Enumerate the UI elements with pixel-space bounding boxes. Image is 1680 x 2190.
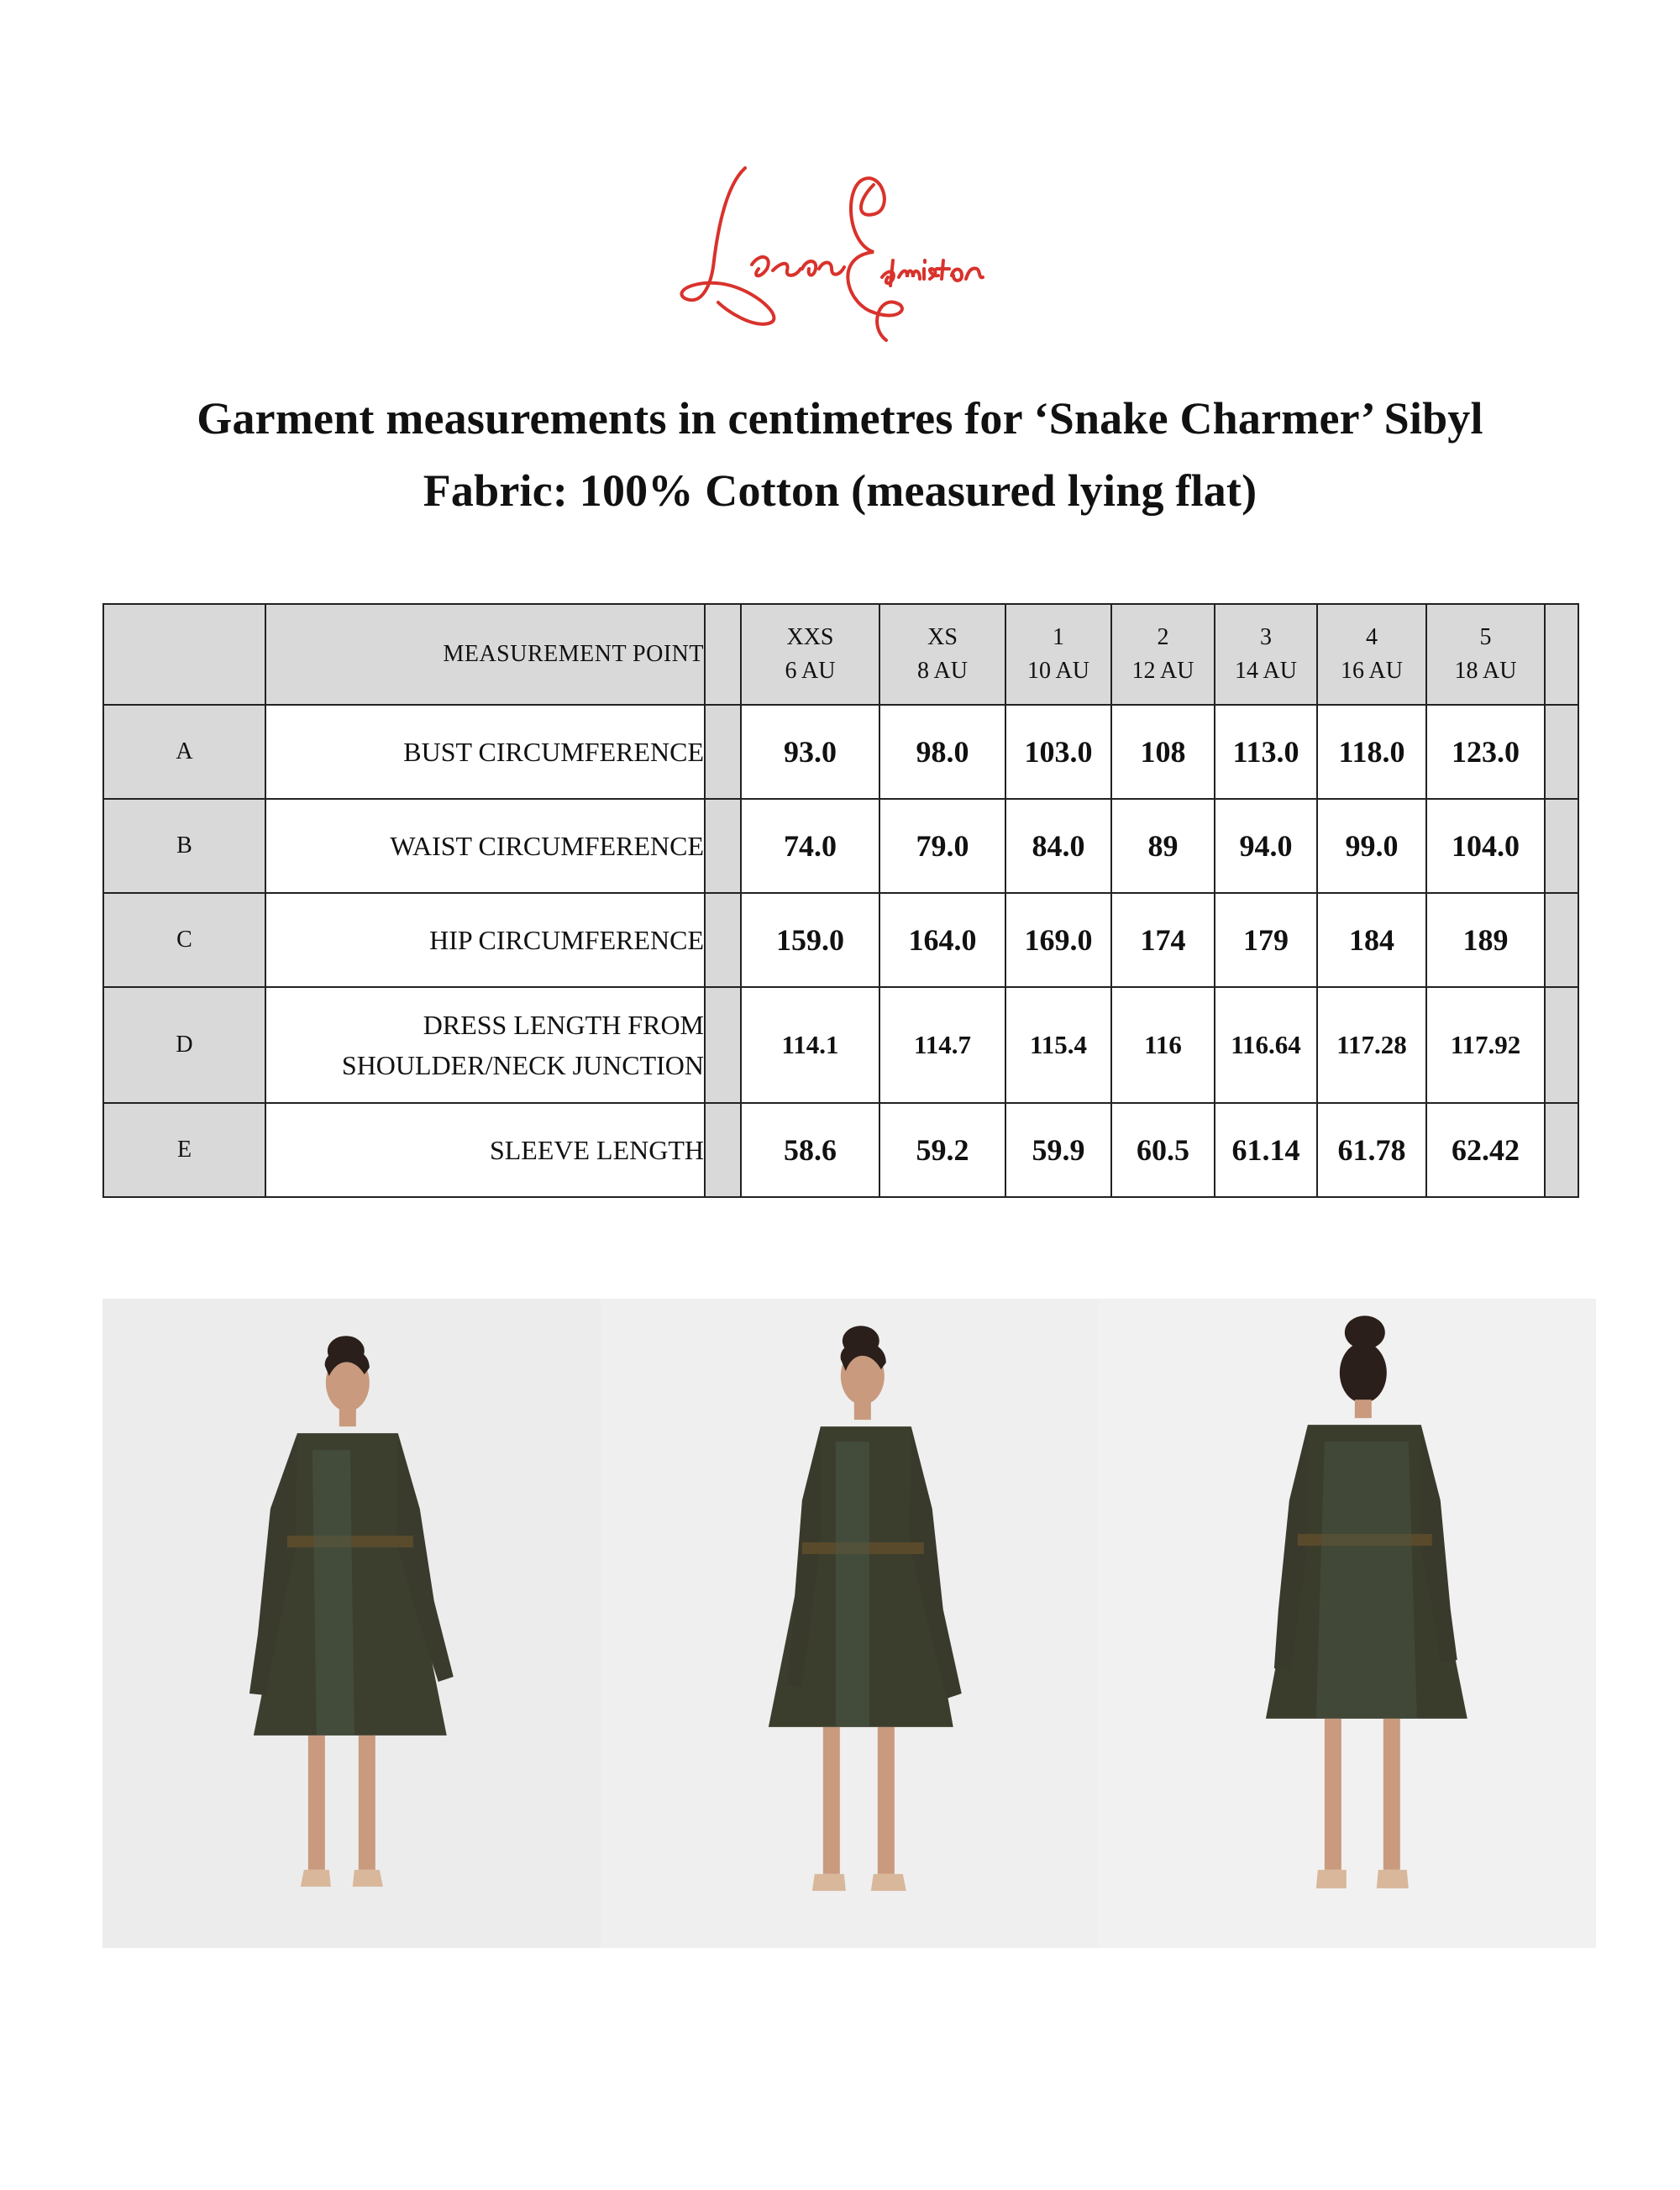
measurement-value: 58.6: [741, 1103, 879, 1197]
measurement-value: 164.0: [879, 893, 1005, 987]
size-label: XXS: [786, 624, 834, 650]
measurement-point-line: DRESS LENGTH FROM: [423, 1010, 704, 1040]
spacer-cell: [1545, 799, 1578, 893]
model-three-quarter-photo: [601, 1299, 1099, 1948]
size-au-label: 18 AU: [1454, 658, 1517, 684]
size-label: XS: [927, 624, 958, 650]
measurement-point-line: SHOULDER/NECK JUNCTION: [341, 1050, 704, 1080]
size-au-label: 12 AU: [1131, 658, 1194, 684]
size-header: [879, 604, 1005, 705]
size-header: [741, 604, 879, 705]
size-header: [1111, 604, 1215, 705]
measurement-point-header: MEASUREMENT POINT: [265, 604, 705, 705]
measurement-table: [102, 603, 1579, 1198]
model-front-icon: [102, 1299, 601, 1948]
row-code: D: [103, 987, 265, 1103]
brand-logo: [668, 151, 1021, 353]
size-au-label: 16 AU: [1341, 658, 1403, 684]
page-title: Garment measurements in centimetres for ‘Snake Charmer’ Sibyl: [197, 393, 1483, 444]
measurement-value: 114.1: [741, 987, 879, 1103]
size-header: [1005, 604, 1111, 705]
measurement-value: 116.64: [1215, 987, 1317, 1103]
size-header: [1215, 604, 1317, 705]
table-row: [103, 893, 1578, 987]
size-header: [1317, 604, 1426, 705]
size-label: 3: [1260, 624, 1272, 650]
measurement-value: 79.0: [879, 799, 1005, 893]
measurement-value: 189: [1426, 893, 1545, 987]
table-row: [103, 705, 1578, 799]
fabric-subtitle: Fabric: 100% Cotton (measured lying flat): [423, 465, 1257, 516]
measurement-value: 62.42: [1426, 1103, 1545, 1197]
measurement-value: 99.0: [1317, 799, 1426, 893]
measurement-value: 184: [1317, 893, 1426, 987]
size-label: 4: [1366, 624, 1378, 650]
measurement-value: 179: [1215, 893, 1317, 987]
measurement-value: 159.0: [741, 893, 879, 987]
measurement-value: 60.5: [1111, 1103, 1215, 1197]
size-header: [1426, 604, 1545, 705]
spacer-cell: [705, 987, 741, 1103]
measurement-value: 123.0: [1426, 705, 1545, 799]
spacer-cell: [705, 893, 741, 987]
model-three-quarter-icon: [601, 1299, 1099, 1948]
row-code: B: [103, 799, 265, 893]
measurement-value: 84.0: [1005, 799, 1111, 893]
table-row: [103, 1103, 1578, 1197]
measurement-value: 104.0: [1426, 799, 1545, 893]
measurement-value: 74.0: [741, 799, 879, 893]
measurement-value: 115.4: [1005, 987, 1111, 1103]
measurement-value: 98.0: [879, 705, 1005, 799]
measurement-point: [265, 987, 705, 1103]
measurement-point: WAIST CIRCUMFERENCE: [265, 799, 705, 893]
measurement-value: 174: [1111, 893, 1215, 987]
measurement-value: 113.0: [1215, 705, 1317, 799]
measurement-value: 117.28: [1317, 987, 1426, 1103]
row-code: C: [103, 893, 265, 987]
model-front-photo: [102, 1299, 601, 1948]
measurement-value: 61.14: [1215, 1103, 1317, 1197]
size-au-label: 6 AU: [785, 658, 836, 684]
measurement-value: 94.0: [1215, 799, 1317, 893]
size-au-label: 14 AU: [1235, 658, 1297, 684]
spacer-cell: [1545, 987, 1578, 1103]
header-code-cell: [103, 604, 265, 705]
size-au-label: 8 AU: [917, 658, 968, 684]
table-row: [103, 799, 1578, 893]
measurement-value: 108: [1111, 705, 1215, 799]
measurement-value: 59.9: [1005, 1103, 1111, 1197]
measurement-point: SLEEVE LENGTH: [265, 1103, 705, 1197]
row-code: A: [103, 705, 265, 799]
model-back-photo: [1098, 1299, 1596, 1948]
spacer-cell: [1545, 1103, 1578, 1197]
measurement-value: 103.0: [1005, 705, 1111, 799]
product-photos: [102, 1299, 1596, 1948]
measurement-point: BUST CIRCUMFERENCE: [265, 705, 705, 799]
size-label: 5: [1479, 624, 1492, 650]
spacer-cell: [1545, 893, 1578, 987]
spacer-cell: [1545, 705, 1578, 799]
measurement-value: 114.7: [879, 987, 1005, 1103]
table-row: [103, 987, 1578, 1103]
size-au-label: 10 AU: [1027, 658, 1089, 684]
measurement-value: 61.78: [1317, 1103, 1426, 1197]
measurement-value: 59.2: [879, 1103, 1005, 1197]
measurement-value: 169.0: [1005, 893, 1111, 987]
signature-logo-icon: [668, 151, 1021, 353]
size-label: 2: [1157, 624, 1169, 650]
spacer-cell: [705, 1103, 741, 1197]
model-back-icon: [1098, 1299, 1596, 1948]
spacer-cell: [705, 799, 741, 893]
measurement-value: 117.92: [1426, 987, 1545, 1103]
spacer-cell: [705, 604, 741, 705]
row-code: E: [103, 1103, 265, 1197]
measurement-value: 89: [1111, 799, 1215, 893]
measurement-point: HIP CIRCUMFERENCE: [265, 893, 705, 987]
measurement-value: 118.0: [1317, 705, 1426, 799]
size-label: 1: [1053, 624, 1064, 650]
spacer-cell: [705, 705, 741, 799]
measurement-value: 93.0: [741, 705, 879, 799]
table-header-row: [103, 604, 1578, 705]
spacer-cell: [1545, 604, 1578, 705]
measurement-value: 116: [1111, 987, 1215, 1103]
